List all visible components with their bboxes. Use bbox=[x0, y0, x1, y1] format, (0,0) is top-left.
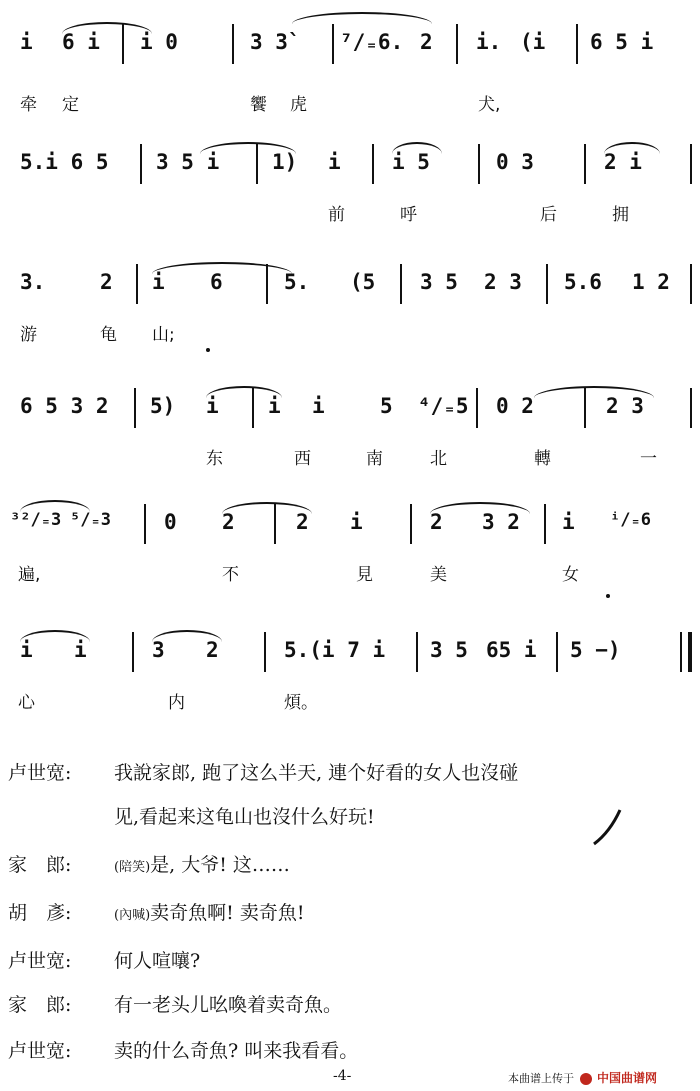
note: 3. bbox=[20, 270, 46, 294]
bar-line bbox=[372, 144, 374, 184]
lyric: 饗 bbox=[250, 95, 267, 115]
bar-line bbox=[144, 504, 146, 544]
lyric: 虎 bbox=[290, 95, 307, 115]
lyric: 女 bbox=[562, 565, 579, 585]
note: (5 bbox=[350, 270, 376, 294]
note: 6 i bbox=[62, 30, 100, 54]
note: i bbox=[74, 638, 87, 662]
note: 2 bbox=[420, 30, 433, 54]
lyric: 犬, bbox=[478, 95, 501, 115]
bar-line bbox=[576, 24, 578, 64]
slur bbox=[534, 386, 654, 398]
note: 2 bbox=[206, 638, 219, 662]
speaker-name: 卢世宽: bbox=[8, 762, 72, 784]
lyric: 山; bbox=[152, 325, 175, 345]
lyric: 拥 bbox=[612, 205, 629, 225]
note: i. bbox=[476, 30, 502, 54]
slur bbox=[62, 22, 152, 34]
note: 5) bbox=[150, 394, 176, 418]
note: i bbox=[206, 394, 219, 418]
speech-text-body: 卖奇魚啊! 卖奇魚! bbox=[150, 902, 305, 924]
note: i bbox=[20, 638, 33, 662]
note: 5 bbox=[380, 394, 393, 418]
note: i bbox=[20, 30, 33, 54]
note: 2 3 bbox=[484, 270, 522, 294]
lyric: 定 bbox=[62, 95, 79, 115]
slur bbox=[152, 630, 222, 642]
lyric: 西 bbox=[294, 449, 311, 469]
slur bbox=[222, 502, 312, 514]
note: 5.i 6 5 bbox=[20, 150, 109, 174]
bar-line bbox=[478, 144, 480, 184]
slur bbox=[430, 502, 530, 514]
note: 2 bbox=[430, 510, 443, 534]
speaker-name: 家 郎: bbox=[8, 854, 72, 876]
slur bbox=[152, 262, 292, 274]
note: 1 2 bbox=[632, 270, 670, 294]
note: i bbox=[268, 394, 281, 418]
lyric: 見 bbox=[356, 565, 373, 585]
note: 6 5 3 2 bbox=[20, 394, 109, 418]
note: 5.6 bbox=[564, 270, 602, 294]
lyric: 呼 bbox=[400, 205, 417, 225]
bar-line bbox=[134, 388, 136, 428]
bar-line bbox=[416, 632, 418, 672]
bar-line bbox=[264, 632, 266, 672]
bar-line bbox=[132, 632, 134, 672]
bar-line bbox=[136, 264, 138, 304]
note: 1) bbox=[272, 150, 298, 174]
bar-line bbox=[690, 144, 692, 184]
note: i bbox=[328, 150, 341, 174]
ink-speck bbox=[606, 594, 610, 598]
note: 3 bbox=[152, 638, 165, 662]
bar-line bbox=[400, 264, 402, 304]
stage-direction: (內喊) bbox=[114, 908, 151, 923]
lyric: 遍, bbox=[18, 565, 41, 585]
lyric: 轉 bbox=[534, 449, 551, 469]
ink-stroke bbox=[590, 808, 624, 848]
speaker-name: 家 郎: bbox=[8, 994, 72, 1016]
bar-line bbox=[546, 264, 548, 304]
note: i bbox=[312, 394, 325, 418]
speech-text: 我說家郎, 跑了这么半天, 連个好看的女人也沒碰 bbox=[114, 762, 519, 784]
note: 0 3 bbox=[496, 150, 534, 174]
speech-text: 何人喧嚷? bbox=[114, 950, 201, 972]
lyric: 北 bbox=[430, 449, 447, 469]
slur bbox=[392, 142, 442, 154]
lyric: 东 bbox=[206, 449, 223, 469]
note: 0 2 bbox=[496, 394, 534, 418]
note: 6 5 i bbox=[590, 30, 654, 54]
lyric: 后 bbox=[540, 205, 557, 225]
site-logo-icon bbox=[580, 1073, 592, 1085]
note: 3 2 bbox=[482, 510, 520, 534]
lyric: 南 bbox=[366, 449, 383, 469]
note: 2 bbox=[222, 510, 235, 534]
note: 65 i bbox=[486, 638, 537, 662]
final-bar-line bbox=[680, 632, 692, 672]
slur bbox=[20, 630, 90, 642]
bar-line bbox=[476, 388, 478, 428]
slur bbox=[206, 386, 282, 398]
ink-speck bbox=[206, 348, 210, 352]
lyric: 煩。 bbox=[284, 693, 318, 713]
bar-line bbox=[690, 264, 692, 304]
bar-line bbox=[332, 24, 334, 64]
note: 2 3 bbox=[606, 394, 644, 418]
note: 3 5 bbox=[430, 638, 468, 662]
slur bbox=[20, 500, 90, 512]
note: 3 5 i bbox=[156, 150, 220, 174]
bar-line bbox=[584, 144, 586, 184]
lyric: 一 bbox=[640, 449, 657, 469]
lyric: 牵 bbox=[20, 95, 37, 115]
speaker-name: 卢世宽: bbox=[8, 1040, 72, 1062]
bar-line bbox=[456, 24, 458, 64]
note: ⁴/₌5 bbox=[418, 394, 469, 418]
note: (i bbox=[520, 30, 546, 54]
speech-text-body: 是, 大爷! 这…… bbox=[150, 854, 290, 876]
speaker-name: 胡 彥: bbox=[8, 902, 72, 924]
note: 5. bbox=[284, 270, 310, 294]
bar-line bbox=[140, 144, 142, 184]
note: 2 bbox=[100, 270, 113, 294]
bar-line bbox=[232, 24, 234, 64]
note: 0 bbox=[164, 510, 177, 534]
speech-text bbox=[114, 898, 304, 925]
page-number: -4- bbox=[333, 1068, 352, 1084]
footer-prefix: 本曲谱上传于 bbox=[508, 1072, 574, 1085]
note: ⁵/₌3 bbox=[70, 510, 111, 530]
slur bbox=[292, 12, 432, 24]
bar-line bbox=[544, 504, 546, 544]
lyric: 内 bbox=[168, 693, 185, 713]
bar-line bbox=[556, 632, 558, 672]
note: 5.(i 7 i bbox=[284, 638, 386, 662]
lyric: 美 bbox=[430, 565, 447, 585]
note: 2 i bbox=[604, 150, 642, 174]
speech-text: 卖的什么奇魚? 叫来我看看。 bbox=[114, 1040, 359, 1062]
stage-direction: (陪笑) bbox=[114, 860, 151, 875]
note: ⁱ/₌6 bbox=[610, 510, 651, 530]
speaker-name: 卢世宽: bbox=[8, 950, 72, 972]
lyric: 前 bbox=[328, 205, 345, 225]
note: 3 5 bbox=[420, 270, 458, 294]
speech-text bbox=[114, 850, 290, 877]
footer-brand: 中国曲谱网 bbox=[597, 1071, 658, 1085]
lyric: 龟 bbox=[100, 325, 117, 345]
speech-text: 见,看起来这龟山也沒什么好玩! bbox=[114, 806, 375, 828]
note: ⁷/₌6. bbox=[340, 30, 404, 54]
note: i bbox=[152, 270, 165, 294]
bar-line bbox=[410, 504, 412, 544]
lyric: 不 bbox=[222, 565, 239, 585]
note: i bbox=[350, 510, 363, 534]
bar-line bbox=[690, 388, 692, 428]
lyric: 心 bbox=[18, 693, 35, 713]
note: 6 bbox=[210, 270, 223, 294]
note: 3 3` bbox=[250, 30, 301, 54]
note: i 5 bbox=[392, 150, 430, 174]
note: 2 bbox=[296, 510, 309, 534]
speech-text: 有一老头儿吆喚着卖奇魚。 bbox=[114, 994, 343, 1016]
note: ³²/₌3 bbox=[10, 510, 62, 530]
slur bbox=[200, 142, 296, 154]
lyric: 游 bbox=[20, 325, 37, 345]
watermark-footer bbox=[508, 1069, 657, 1086]
note: i bbox=[562, 510, 575, 534]
slur bbox=[604, 142, 660, 154]
note: i 0 bbox=[140, 30, 178, 54]
note: 5 −) bbox=[570, 638, 621, 662]
